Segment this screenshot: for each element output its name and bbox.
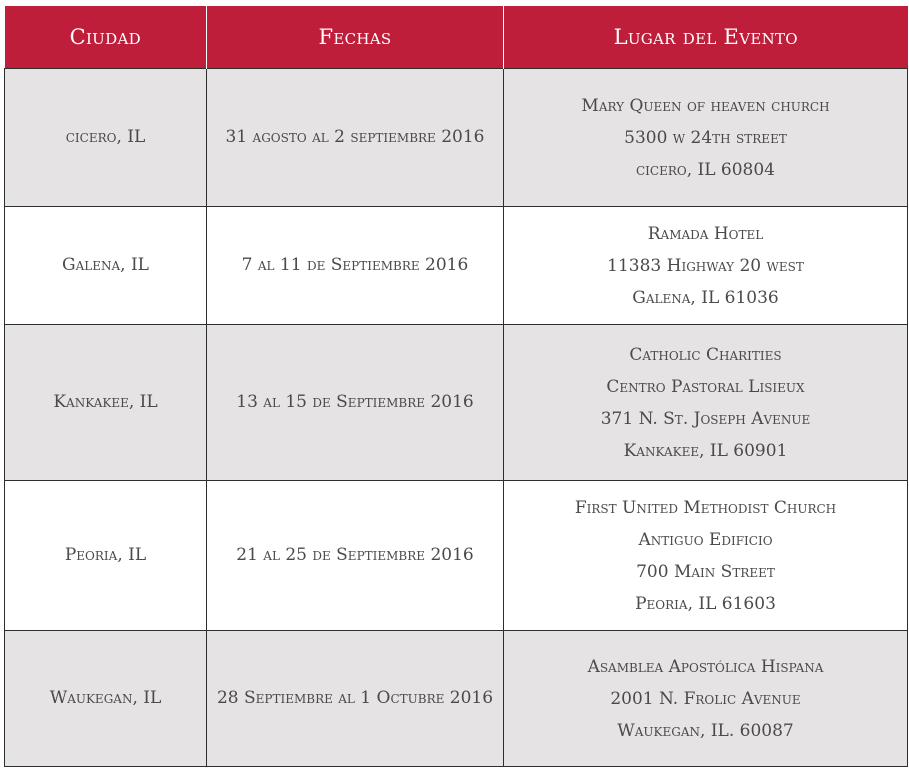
venue-line: Catholic Charities [629, 344, 782, 365]
venue-line: First United Methodist Church [574, 497, 837, 518]
cell-lugar [504, 325, 908, 481]
table-row [5, 481, 908, 631]
cell-lugar [504, 69, 908, 207]
header-lugar: Lugar del Evento [504, 6, 908, 69]
venue-line: Antiguo Edificio [638, 529, 773, 550]
venue-line: Kankakee, IL 60901 [623, 440, 788, 461]
venue-line: Centro Pastoral Lisieux [606, 376, 805, 397]
venue-line: Ramada Hotel [647, 223, 764, 244]
cell-lugar [504, 631, 908, 767]
header-row [5, 6, 908, 69]
cell-fechas: 13 al 15 de Septiembre 2016 [207, 325, 504, 481]
table-row [5, 631, 908, 767]
cell-ciudad: cicero, IL [5, 69, 207, 207]
header-ciudad: Ciudad [5, 6, 207, 69]
table-row [5, 69, 908, 207]
events-table [4, 6, 908, 767]
cell-fechas: 31 agosto al 2 septiembre 2016 [207, 69, 504, 207]
cell-fechas: 7 al 11 de Septiembre 2016 [207, 207, 504, 325]
venue-line: Mary Queen of heaven church [581, 95, 830, 116]
table-body [5, 69, 908, 767]
table-row [5, 325, 908, 481]
venue-line: Peoria, IL 61603 [635, 593, 776, 614]
cell-lugar [504, 481, 908, 631]
cell-fechas: 21 al 25 de Septiembre 2016 [207, 481, 504, 631]
venue-line: Galena, IL 61036 [632, 287, 779, 308]
cell-lugar [504, 207, 908, 325]
venue-line: 11383 Highway 20 west [607, 255, 804, 276]
cell-ciudad: Kankakee, IL [5, 325, 207, 481]
table-row [5, 207, 908, 325]
cell-ciudad: Galena, IL [5, 207, 207, 325]
venue-line: 5300 w 24th street [624, 127, 787, 148]
table-header [5, 6, 908, 69]
venue-line: 371 N. St. Joseph Avenue [600, 408, 811, 429]
venue-line: 2001 N. Frolic Avenue [610, 688, 801, 709]
venue-line: cicero, IL 60804 [635, 159, 776, 180]
cell-ciudad: Waukegan, IL [5, 631, 207, 767]
cell-fechas: 28 Septiembre al 1 Octubre 2016 [207, 631, 504, 767]
cell-ciudad: Peoria, IL [5, 481, 207, 631]
venue-line: Asamblea Apostólica Hispana [587, 656, 824, 677]
venue-line: Waukegan, IL. 60087 [617, 720, 794, 741]
venue-line: 700 Main Street [636, 561, 775, 582]
header-fechas: Fechas [207, 6, 504, 69]
